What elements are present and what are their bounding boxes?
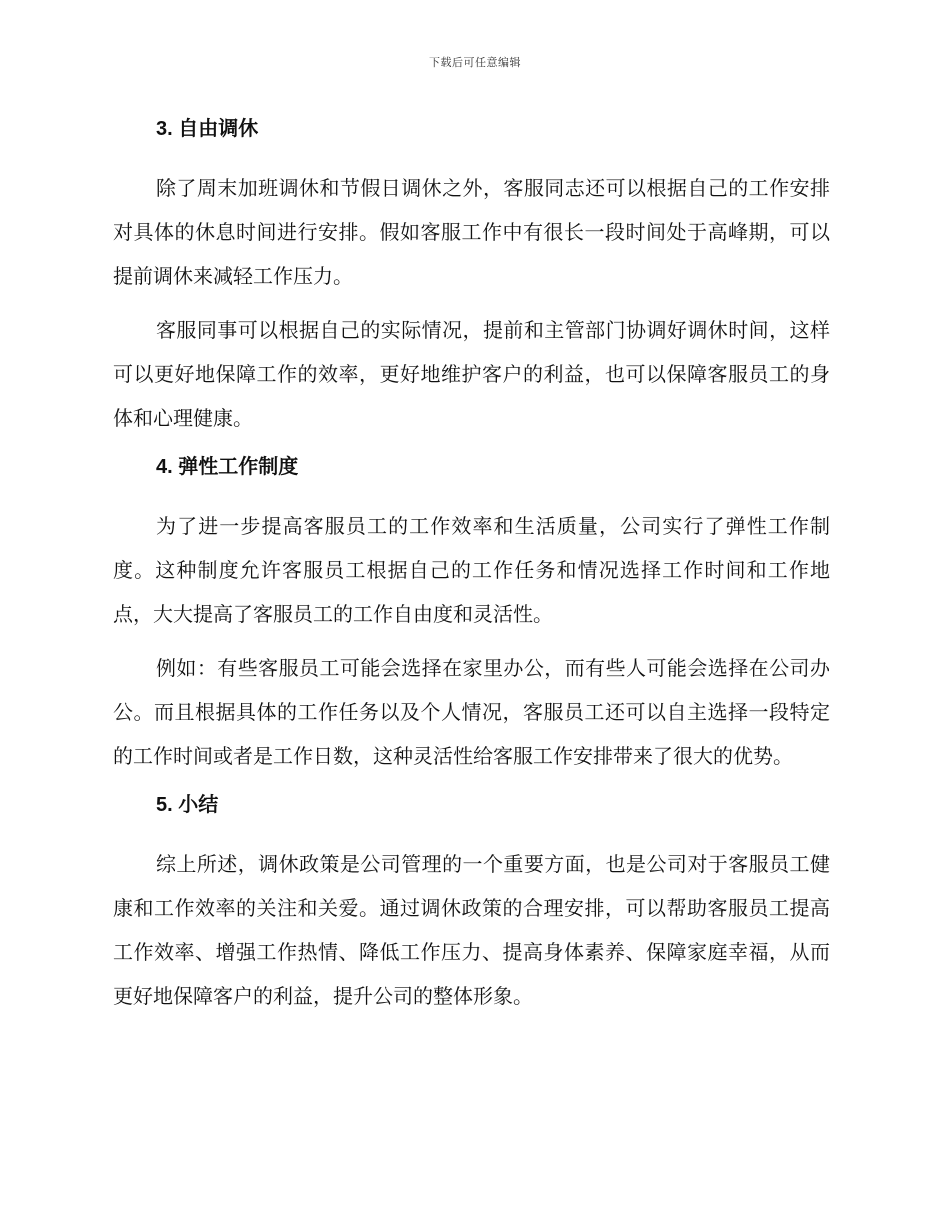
page-header: 下载后可任意编辑 [429,56,521,69]
paragraph: 为了进一步提高客服员工的工作效率和生活质量，公司实行了弹性工作制度。这种制度允许客服员工根据自己的工作任务和情况选择工作时间和工作地点，大大提高了客服员工的工作自由度和灵活性。 [113,514,830,626]
paragraph: 例如：有些客服员工可能会选择在家里办公，而有些人可能会选择在公司办公。而且根据具体的工作任务以及个人情况，客服员工还可以自主选择一段特定的工作时间或者是工作日数，这种灵活性给客服工作安排带来了很大的优势。 [113,656,830,768]
document-body [113,112,830,1028]
section-3 [113,112,830,440]
section-heading: 3. 自由调休 [156,118,259,140]
paragraph: 客服同事可以根据自己的实际情况，提前和主管部门协调好调休时间，这样可以更好地保障工作的效率，更好地维护客户的利益，也可以保障客服员工的身体和心理健康。 [113,318,830,430]
paragraph: 除了周末加班调休和节假日调休之外，客服同志还可以根据自己的工作安排对具体的休息时间进行安排。假如客服工作中有很长一段时间处于高峰期，可以提前调休来减轻工作压力。 [113,176,830,288]
section-heading: 4. 弹性工作制度 [156,456,299,478]
section-5 [113,788,830,1018]
paragraph: 综上所述，调休政策是公司管理的一个重要方面，也是公司对于客服员工健康和工作效率的关注和关爱。通过调休政策的合理安排，可以帮助客服员工提高工作效率、增强工作热情、降低工作压力、提高身体素养、保障家庭幸福，从而更好地保障客户的利益，提升公司的整体形象。 [113,852,830,1008]
section-4 [113,450,830,778]
section-heading: 5. 小结 [156,794,219,816]
